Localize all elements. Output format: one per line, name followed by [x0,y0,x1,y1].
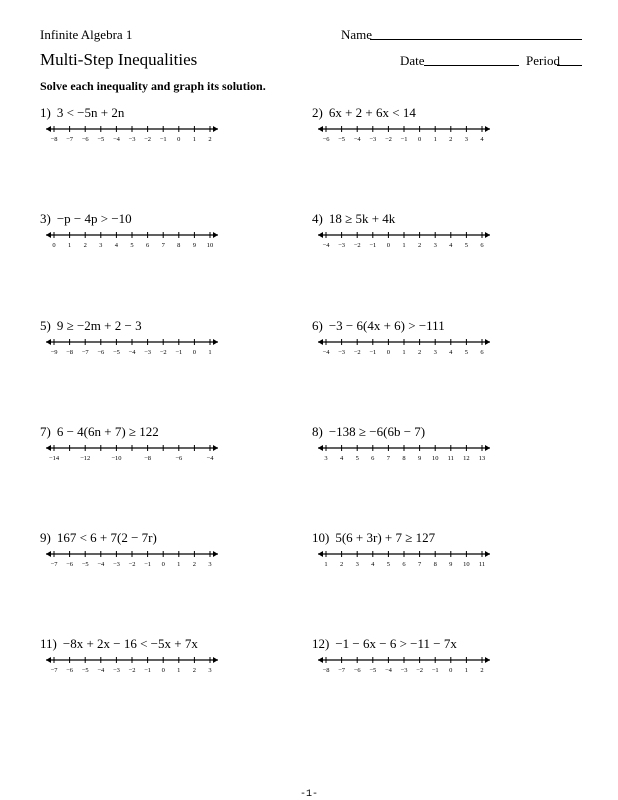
tick-label: 2 [417,349,422,356]
tick-label: −2 [128,561,136,568]
problem-number: 7) [40,424,51,439]
tick-label: 6 [145,242,150,249]
left-arrow-icon [318,232,323,238]
problem-1 [40,105,300,155]
tick-label: −3 [144,349,152,356]
tick-label: 3 [464,136,469,143]
tick-label: 1 [192,136,197,143]
tick-label: −9 [50,349,58,356]
name-blank[interactable] [370,39,582,40]
date-blank[interactable] [424,65,519,66]
tick-label: 0 [161,561,165,568]
tick-label: 13 [478,455,486,462]
tick-label: −1 [175,349,183,356]
tick-label: −3 [338,349,346,356]
tick-label: 2 [192,667,197,674]
tick-label: 0 [161,667,165,674]
tick-label: −8 [50,136,58,143]
tick-label: −12 [80,455,91,462]
tick-label: 1 [208,349,212,356]
left-arrow-icon [318,551,323,557]
tick-label: 0 [386,349,391,356]
tick-label: −2 [144,136,152,143]
tick-label: −4 [322,349,330,356]
tick-label: −3 [112,561,120,568]
problem-9 [40,530,300,580]
tick-label: 0 [417,136,422,143]
problem-number: 5) [40,318,51,333]
tick-label: 2 [417,242,422,249]
right-arrow-icon [213,551,218,557]
problem-expression: −8x + 2x − 16 < −5x + 7x [62,636,198,651]
tick-label: 0 [386,242,391,249]
tick-label: −5 [97,136,105,143]
tick-label: −6 [322,136,330,143]
left-arrow-icon [318,339,323,345]
tick-label: −1 [431,667,439,674]
tick-label: −1 [369,242,377,249]
tick-label: −3 [112,667,120,674]
tick-label: 2 [192,561,197,568]
tick-label: 3 [324,455,328,462]
problem-8 [312,424,572,474]
problem-number: 9) [40,530,51,545]
problem-7 [40,424,300,474]
tick-label: −3 [338,242,346,249]
tick-label: 10 [463,561,470,568]
right-arrow-icon [485,339,490,345]
tick-label: −8 [144,455,152,462]
tick-label: 3 [99,242,103,249]
tick-label: 6 [402,561,406,568]
tick-label: 4 [449,349,453,356]
tick-label: 1 [402,242,406,249]
tick-label: 10 [431,455,439,462]
name-label: Name [341,27,373,42]
tick-label: 8 [177,242,181,249]
right-arrow-icon [485,232,490,238]
tick-label: 10 [206,242,214,249]
problem-3 [40,211,300,261]
number-line[interactable] [316,333,496,361]
tick-label: 3 [433,349,437,356]
problem-5 [40,318,300,368]
tick-label: −4 [112,136,120,143]
tick-label: −3 [128,136,136,143]
tick-label: −6 [175,455,183,462]
tick-label: 5 [464,349,469,356]
number-line[interactable] [316,439,496,467]
right-arrow-icon [485,551,490,557]
left-arrow-icon [46,339,51,345]
left-arrow-icon [46,657,51,663]
worksheet-title: Multi-Step Inequalities [40,50,198,69]
problem-number: 10) [312,530,330,545]
right-arrow-icon [485,657,490,663]
tick-label: 11 [478,561,486,568]
tick-label: 0 [192,349,197,356]
number-line[interactable] [316,651,496,679]
tick-label: −6 [353,667,361,674]
problem-number: 1) [40,105,51,120]
tick-label: −8 [66,349,74,356]
tick-label: −1 [144,561,152,568]
tick-label: 4 [339,455,344,462]
tick-label: 1 [464,667,469,674]
problem-expression: 5(6 + 3r) + 7 ≥ 127 [335,530,436,545]
problem-number: 6) [312,318,323,333]
tick-label: 0 [449,667,453,674]
tick-label: −1 [144,667,152,674]
left-arrow-icon [318,445,323,451]
tick-label: 11 [447,455,454,462]
number-line[interactable] [316,545,496,573]
tick-label: −2 [128,667,136,674]
tick-label: 3 [355,561,359,568]
tick-label: −4 [206,455,214,462]
tick-label: 5 [355,455,359,462]
tick-label: 8 [433,561,437,568]
number-line[interactable] [44,333,224,361]
tick-label: 4 [371,561,375,568]
tick-label: −2 [353,349,361,356]
tick-label: −2 [159,349,167,356]
problem-number: 4) [312,211,323,226]
tick-label: −7 [50,667,58,674]
number-line[interactable] [44,439,224,467]
page-number: -1- [299,789,318,800]
tick-label: 4 [449,242,453,249]
tick-label: 0 [52,242,56,249]
tick-label: 9 [417,455,422,462]
tick-label: 3 [208,667,212,674]
tick-label: −7 [81,349,89,356]
number-line[interactable] [316,226,496,254]
tick-label: −6 [97,349,105,356]
tick-label: −4 [322,242,330,249]
tick-label: 5 [386,561,391,568]
problem-expression: −138 ≥ −6(6b − 7) [328,424,426,439]
tick-label: −14 [48,455,60,462]
problem-number: 11) [40,636,57,651]
right-arrow-icon [485,126,490,132]
tick-label: 6 [480,349,484,356]
tick-label: 4 [114,242,119,249]
tick-label: 9 [192,242,197,249]
tick-label: −4 [128,349,136,356]
left-arrow-icon [46,126,51,132]
left-arrow-icon [318,126,323,132]
tick-label: −4 [97,667,105,674]
problem-expression: 3 < −5n + 2n [56,105,125,120]
left-arrow-icon [318,657,323,663]
tick-label: −3 [369,136,377,143]
tick-label: 7 [161,242,165,249]
tick-label: −4 [97,561,105,568]
instructions: Solve each inequality and graph its solution. [40,79,266,93]
number-line[interactable] [44,120,224,148]
period-label: Period [526,53,560,68]
tick-label: −2 [416,667,424,674]
problem-expression: 9 ≥ −2m + 2 − 3 [56,318,142,333]
tick-label: −4 [384,667,392,674]
tick-label: −10 [111,455,122,462]
tick-label: 2 [339,561,344,568]
left-arrow-icon [46,551,51,557]
tick-label: −7 [66,136,74,143]
tick-label: −6 [66,561,74,568]
tick-label: 1 [402,349,406,356]
tick-label: 7 [417,561,422,568]
course-name: Infinite Algebra 1 [40,27,133,42]
problem-expression: −3 − 6(4x + 6) > −111 [328,318,445,333]
problem-number: 3) [40,211,51,226]
tick-label: 1 [177,561,181,568]
tick-label: −5 [369,667,377,674]
number-line[interactable] [44,651,224,679]
tick-label: −2 [384,136,392,143]
tick-label: −6 [66,667,74,674]
tick-label: 12 [463,455,470,462]
problem-expression: −p − 4p > −10 [56,211,132,226]
tick-label: −5 [338,136,346,143]
left-arrow-icon [46,445,51,451]
tick-label: −5 [81,561,89,568]
tick-label: 1 [433,136,437,143]
right-arrow-icon [213,339,218,345]
tick-label: 2 [449,136,453,143]
tick-label: −7 [338,667,346,674]
tick-label: −5 [81,667,89,674]
problem-expression: −1 − 6x − 6 > −11 − 7x [335,636,457,651]
right-arrow-icon [213,445,218,451]
problem-expression: 167 < 6 + 7(2 − 7r) [56,530,157,545]
tick-label: 8 [402,455,406,462]
tick-label: −4 [353,136,361,143]
date-label: Date [400,53,425,68]
period-blank[interactable] [557,65,582,66]
tick-label: 7 [386,455,391,462]
tick-label: 1 [177,667,181,674]
number-line[interactable] [316,120,496,148]
right-arrow-icon [213,232,218,238]
problem-expression: 6 − 4(6n + 7) ≥ 122 [56,424,159,439]
problem-6 [312,318,572,368]
tick-label: 0 [177,136,181,143]
tick-label: 6 [371,455,375,462]
tick-label: −1 [400,136,408,143]
problem-number: 12) [312,636,330,651]
problem-number: 8) [312,424,323,439]
problem-2 [312,105,572,155]
tick-label: 9 [449,561,453,568]
tick-label: −6 [81,136,89,143]
tick-label: −3 [400,667,408,674]
problem-expression: 6x + 2 + 6x < 14 [328,105,416,120]
tick-label: 1 [324,561,328,568]
tick-label: −1 [159,136,167,143]
problem-number: 2) [312,105,323,120]
problem-12 [312,636,572,686]
tick-label: 2 [480,667,484,674]
tick-label: 2 [208,136,212,143]
tick-label: 3 [433,242,437,249]
problem-11 [40,636,300,686]
tick-label: 2 [83,242,87,249]
tick-label: −1 [369,349,377,356]
tick-label: −2 [353,242,361,249]
number-line[interactable] [44,545,224,573]
tick-label: 5 [130,242,134,249]
tick-label: 1 [67,242,72,249]
left-arrow-icon [46,232,51,238]
right-arrow-icon [485,445,490,451]
tick-label: 4 [480,136,484,143]
tick-label: 5 [464,242,469,249]
tick-label: 6 [480,242,484,249]
problem-expression: 18 ≥ 5k + 4k [328,211,396,226]
tick-label: −7 [50,561,58,568]
tick-label: −8 [322,667,330,674]
tick-label: −5 [112,349,120,356]
problem-4 [312,211,572,261]
problem-10 [312,530,572,580]
number-line[interactable] [44,226,224,254]
right-arrow-icon [213,657,218,663]
tick-label: 3 [208,561,212,568]
right-arrow-icon [213,126,218,132]
